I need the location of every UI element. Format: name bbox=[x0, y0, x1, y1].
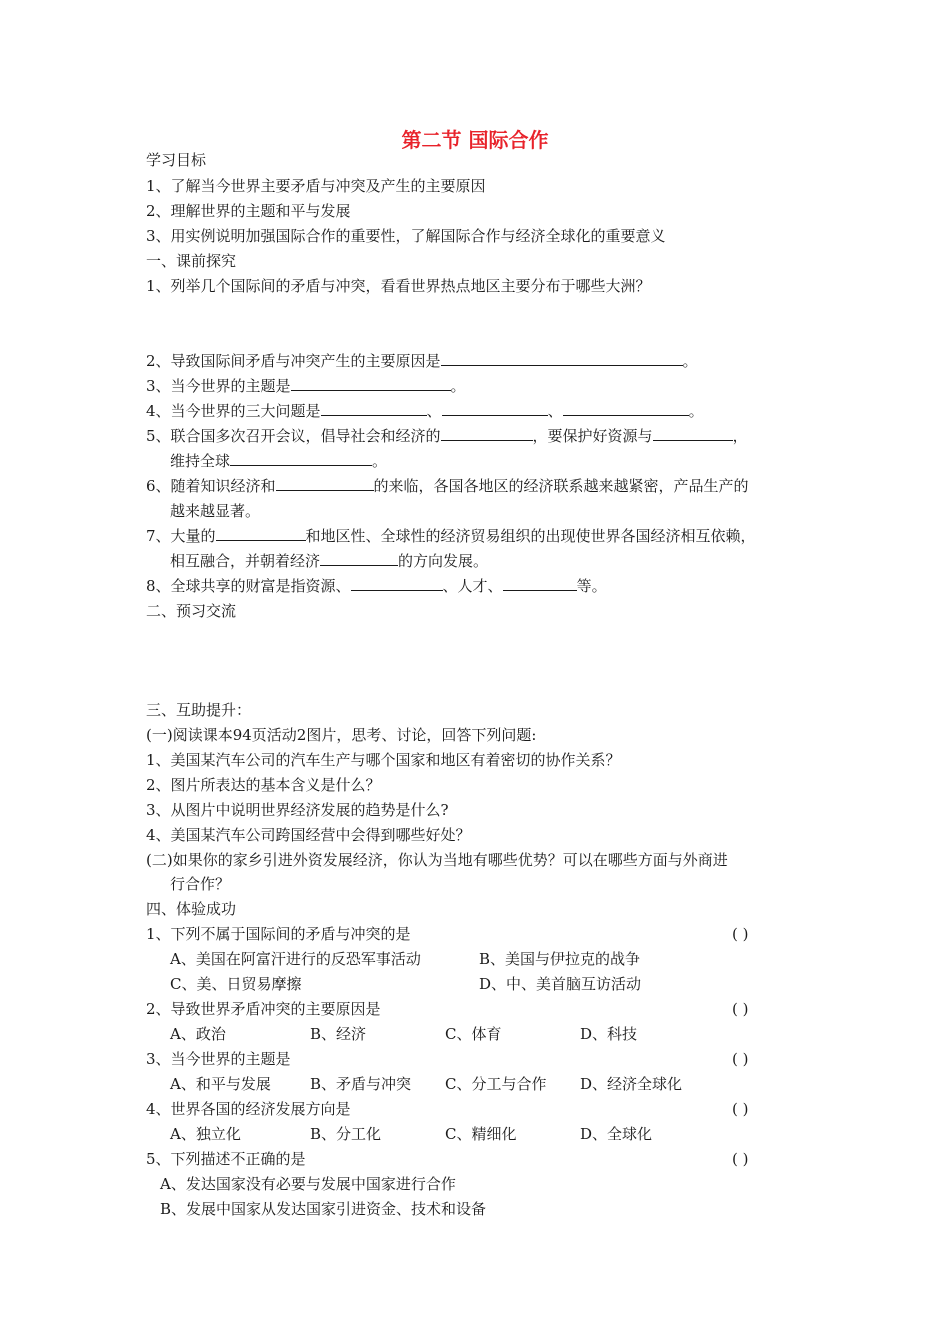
section-heading: 二、预习交流 bbox=[146, 602, 237, 620]
section-heading: 一、课前探究 bbox=[146, 252, 237, 270]
option-c[interactable]: C、分工与合作 bbox=[445, 1075, 547, 1093]
sub-heading: (二)如果你的家乡引进外资发展经济，你认为当地有哪些优势？可以在哪些方面与外商进 bbox=[146, 851, 728, 869]
answer-parentheses[interactable]: ( ) bbox=[732, 1150, 749, 1168]
fill-question-cont: 相互融合，并朝着经济 的方向发展。 bbox=[170, 552, 489, 570]
page-title: 第二节 国际合作 bbox=[401, 128, 549, 152]
fill-question: 3、当今世界的主题是 。 bbox=[146, 377, 466, 395]
question: 3、从图片中说明世界经济发展的趋势是什么? bbox=[146, 801, 449, 819]
option-b[interactable]: B、美国与伊拉克的战争 bbox=[479, 950, 641, 968]
option-d[interactable]: D、科技 bbox=[580, 1025, 638, 1043]
fill-question: 4、当今世界的三大问题是 、 、 。 bbox=[146, 402, 704, 420]
section-heading: 三、互助提升： bbox=[146, 701, 252, 719]
objectives-heading: 学习目标 bbox=[146, 151, 207, 169]
answer-blank[interactable] bbox=[351, 576, 443, 591]
answer-blank[interactable] bbox=[442, 401, 548, 416]
objective-item: 1、了解当今世界主要矛盾与冲突及产生的主要原因 bbox=[146, 177, 486, 195]
answer-blank[interactable] bbox=[653, 426, 733, 441]
answer-blank[interactable] bbox=[503, 576, 577, 591]
option-d[interactable]: D、经济全球化 bbox=[580, 1075, 683, 1093]
option-b[interactable]: B、发展中国家从发达国家引进资金、技术和设备 bbox=[160, 1200, 487, 1218]
fill-question: 5、联合国多次召开会议，倡导社会和经济的 ，要保护好资源与 ， bbox=[146, 427, 748, 445]
question: 1、列举几个国际间的矛盾与冲突，看看世界热点地区主要分布于哪些大洲？ bbox=[146, 277, 651, 295]
question: 4、美国某汽车公司跨国经营中会得到哪些好处？ bbox=[146, 826, 471, 844]
answer-parentheses[interactable]: ( ) bbox=[732, 1000, 749, 1018]
option-d[interactable]: D、中、美首脑互访活动 bbox=[479, 975, 642, 993]
answer-blank[interactable] bbox=[441, 426, 533, 441]
answer-blank[interactable] bbox=[216, 526, 306, 541]
fill-question: 7、大量的 和地区性、全球性的经济贸易组织的出现使世界各国经济相互依赖， bbox=[146, 527, 756, 545]
answer-blank[interactable] bbox=[441, 351, 683, 366]
answer-blank[interactable] bbox=[276, 476, 374, 491]
option-c[interactable]: C、体育 bbox=[445, 1025, 502, 1043]
mc-question-stem: 5、下列描述不正确的是 bbox=[146, 1150, 306, 1168]
answer-parentheses[interactable]: ( ) bbox=[732, 1100, 749, 1118]
mc-question-stem: 4、世界各国的经济发展方向是 bbox=[146, 1100, 351, 1118]
option-b[interactable]: B、经济 bbox=[310, 1025, 367, 1043]
question: 2、图片所表达的基本含义是什么？ bbox=[146, 776, 381, 794]
answer-blank[interactable] bbox=[291, 376, 451, 391]
option-d[interactable]: D、全球化 bbox=[580, 1125, 653, 1143]
objective-item: 2、理解世界的主题和平与发展 bbox=[146, 202, 351, 220]
fill-question: 8、全球共享的财富是指资源、 、人才、 等。 bbox=[146, 577, 607, 595]
option-c[interactable]: C、精细化 bbox=[445, 1125, 517, 1143]
option-b[interactable]: B、矛盾与冲突 bbox=[310, 1075, 412, 1093]
objective-item: 3、用实例说明加强国际合作的重要性，了解国际合作与经济全球化的重要意义 bbox=[146, 227, 666, 245]
question: 1、美国某汽车公司的汽车生产与哪个国家和地区有着密切的协作关系？ bbox=[146, 751, 621, 769]
sub-heading-cont: 行合作？ bbox=[170, 875, 231, 893]
mc-question-stem: 3、当今世界的主题是 bbox=[146, 1050, 291, 1068]
answer-parentheses[interactable]: ( ) bbox=[732, 1050, 749, 1068]
option-a[interactable]: A、独立化 bbox=[170, 1125, 241, 1143]
option-a[interactable]: A、美国在阿富汗进行的反恐军事活动 bbox=[170, 950, 421, 968]
mc-question-stem: 1、下列不属于国际间的矛盾与冲突的是 bbox=[146, 925, 411, 943]
answer-parentheses[interactable]: ( ) bbox=[732, 925, 749, 943]
fill-question-cont: 越来越显著。 bbox=[170, 502, 261, 520]
answer-blank[interactable] bbox=[320, 551, 398, 566]
option-c[interactable]: C、美、日贸易摩擦 bbox=[170, 975, 302, 993]
section-heading: 四、体验成功 bbox=[146, 900, 237, 918]
fill-question: 6、随着知识经济和 的来临，各国各地区的经济联系越来越紧密，产品生产的 bbox=[146, 477, 749, 495]
option-b[interactable]: B、分工化 bbox=[310, 1125, 382, 1143]
option-a[interactable]: A、和平与发展 bbox=[170, 1075, 271, 1093]
option-a[interactable]: A、政治 bbox=[170, 1025, 226, 1043]
fill-question: 2、导致国际间矛盾与冲突产生的主要原因是 。 bbox=[146, 352, 698, 370]
option-a[interactable]: A、发达国家没有必要与发展中国家进行合作 bbox=[160, 1175, 456, 1193]
sub-heading: (一)阅读课本94页活动2图片，思考、讨论，回答下列问题: bbox=[146, 726, 537, 744]
mc-question-stem: 2、导致世界矛盾冲突的主要原因是 bbox=[146, 1000, 381, 1018]
fill-question-cont: 维持全球 。 bbox=[170, 452, 388, 470]
answer-blank[interactable] bbox=[230, 451, 372, 466]
answer-blank[interactable] bbox=[321, 401, 427, 416]
answer-blank[interactable] bbox=[563, 401, 689, 416]
